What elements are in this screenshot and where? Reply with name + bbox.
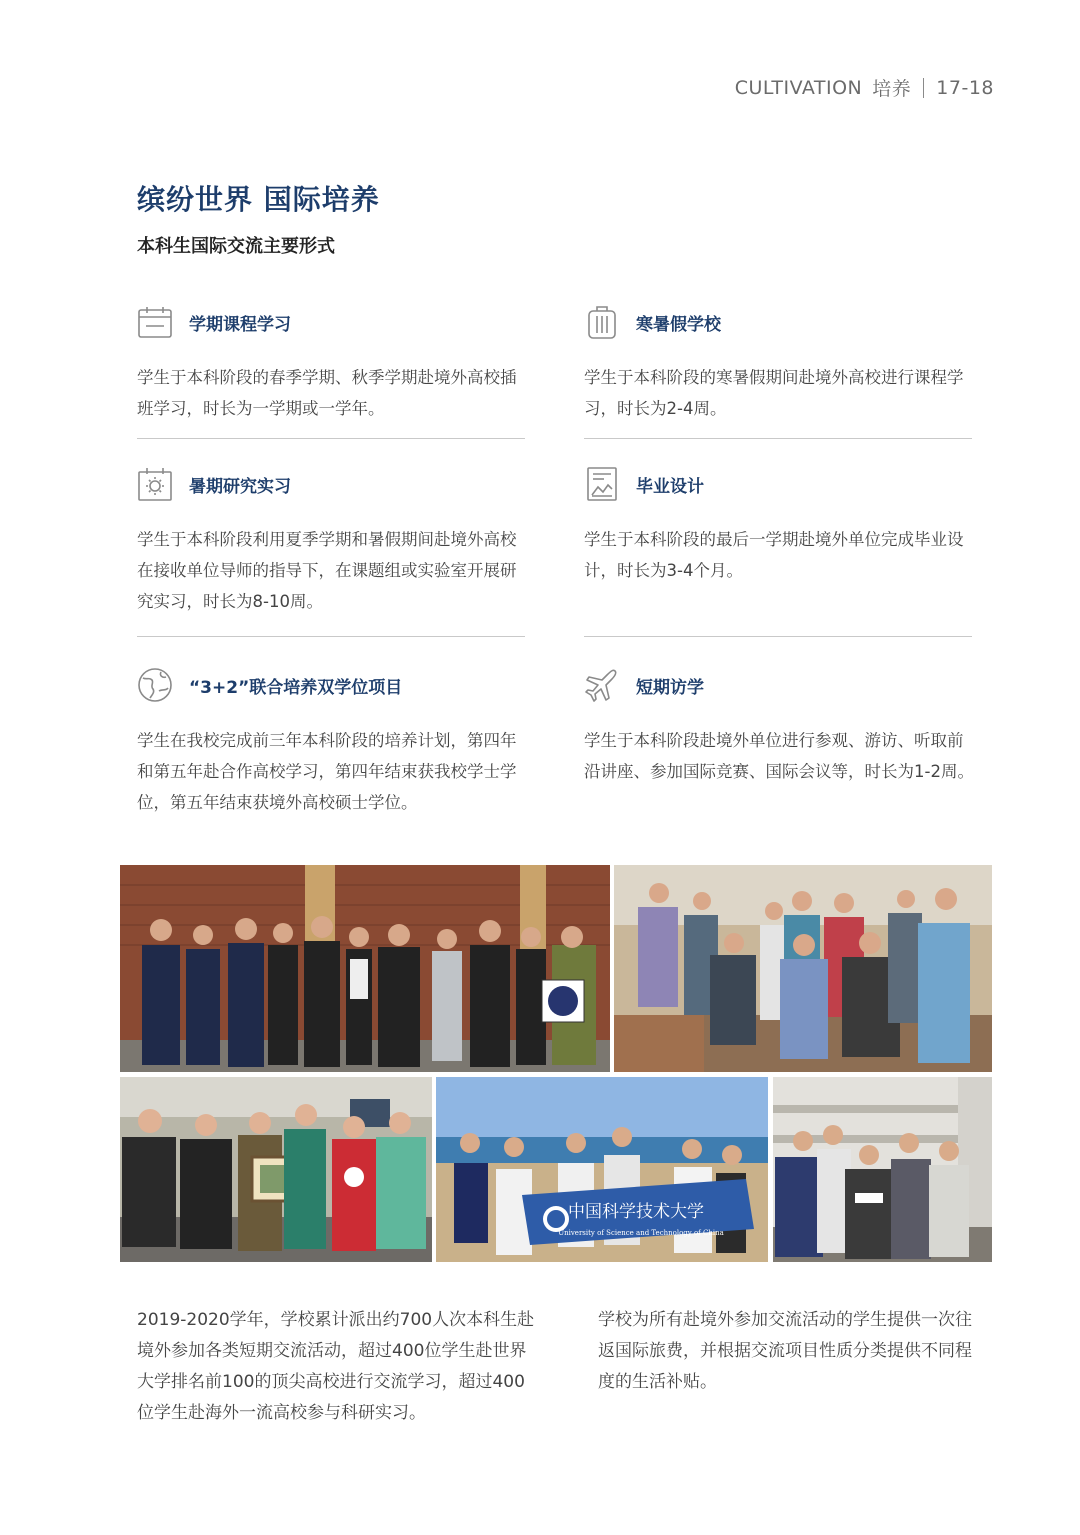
- university-banner-text: 中国科学技术大学: [568, 1202, 704, 1222]
- airplane-icon: [584, 667, 620, 703]
- globe-icon: [137, 667, 173, 703]
- exchange-form-description: 学生于本科阶段利用夏季学期和暑假期间赴境外高校在接收单位导师的指导下，在课题组或实验室开展研究实习，时长为8-10周。: [137, 530, 517, 611]
- exchange-form-graduation-design: [584, 464, 976, 586]
- page-subtitle: 本科生国际交流主要形式: [137, 236, 335, 257]
- exchange-form-label: 毕业设计: [636, 476, 704, 497]
- divider: [137, 438, 525, 439]
- exchange-form-description: 学生于本科阶段的春季学期、秋季学期赴境外高校插班学习，时长为一学期或一学年。: [137, 368, 517, 418]
- footer-subsidy: 学校为所有赴境外参加交流活动的学生提供一次往返国际旅费，并根据交流项目性质分类提供不同程度的生活补贴。: [598, 1310, 972, 1392]
- photo-lab-visit: [773, 1077, 992, 1262]
- divider: [584, 636, 972, 637]
- exchange-form-description: 学生在我校完成前三年本科阶段的培养计划，第四年和第五年赴合作高校学习，第四年结束获我校学士学位，第五年结束获境外高校硕士学位。: [137, 731, 517, 812]
- footer-statistics: 2019-2020学年，学校累计派出约700人次本科生赴境外参加各类短期交流活动，超过400位学生赴世界大学排名前100的顶尖高校进行交流学习，超过400位学生赴海外一流高校参与科研实习。: [137, 1310, 535, 1423]
- photo-beach-banner: [436, 1077, 768, 1262]
- photo-graduation-group: [120, 865, 610, 1072]
- exchange-form-description: 学生于本科阶段赴境外单位进行参观、游访、听取前沿讲座、参加国际竞赛、国际会议等，时长为1-2周。: [584, 731, 974, 781]
- exchange-form-label: 短期访学: [636, 677, 704, 698]
- suitcase-icon: [584, 304, 620, 340]
- exchange-form-semester: [137, 302, 529, 424]
- divider: [584, 438, 972, 439]
- header-divider: [923, 78, 924, 98]
- exchange-form-description: 学生于本科阶段的最后一学期赴境外单位完成毕业设计，时长为3-4个月。: [584, 530, 964, 580]
- section-title-en: CULTIVATION: [734, 76, 863, 99]
- photo-lab-students: [120, 1077, 432, 1262]
- exchange-form-summer-research: [137, 464, 529, 617]
- page-number: 17-18: [936, 76, 994, 99]
- university-banner-text-en: University of Science and Technology of China: [558, 1229, 724, 1237]
- exchange-form-label: 学期课程学习: [189, 314, 291, 335]
- research-icon: [137, 466, 173, 502]
- exchange-form-3plus2: [137, 665, 529, 818]
- exchange-form-label: “3+2”联合培养双学位项目: [189, 677, 403, 698]
- exchange-form-description: 学生于本科阶段的寒暑假期间赴境外高校进行课程学习，时长为2-4周。: [584, 368, 964, 418]
- exchange-form-short-visit: [584, 665, 976, 787]
- page-header: [735, 74, 994, 101]
- divider: [137, 636, 525, 637]
- page-title: 缤纷世界 国际培养: [137, 183, 380, 216]
- section-title-cn: 培养: [872, 78, 912, 100]
- exchange-form-label: 寒暑假学校: [636, 314, 721, 335]
- exchange-form-label: 暑期研究实习: [189, 476, 291, 497]
- design-icon: [584, 466, 620, 502]
- exchange-form-winter-summer-school: [584, 302, 976, 424]
- photo-lab-group: [614, 865, 992, 1072]
- calendar-icon: [137, 304, 173, 340]
